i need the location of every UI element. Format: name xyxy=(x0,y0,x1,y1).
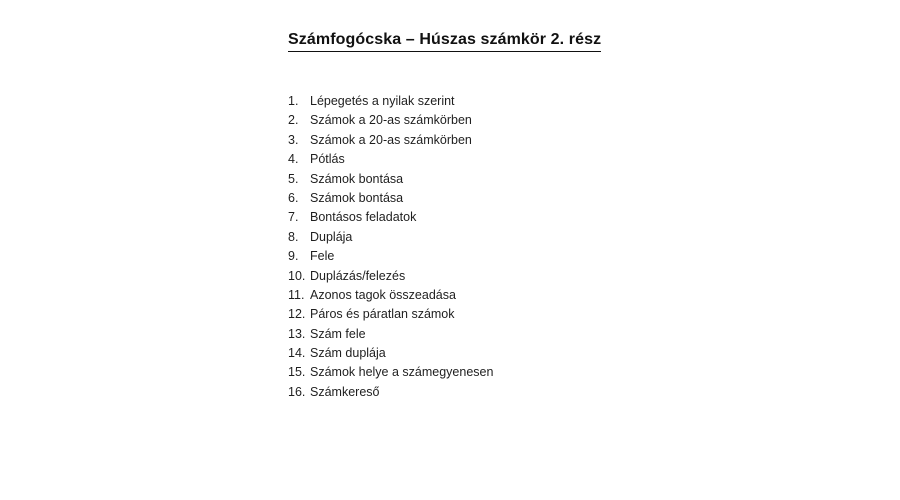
toc-item-16 xyxy=(288,385,493,404)
toc-item-number: 15. xyxy=(288,365,306,380)
page-title: Számfogócska – Húszas számkör 2. rész xyxy=(288,31,601,52)
toc-item-number: 3. xyxy=(288,132,299,147)
toc-item-15 xyxy=(288,365,493,384)
toc-item-11 xyxy=(288,288,493,307)
toc-item-label: Azonos tagok összeadása xyxy=(310,287,456,302)
toc-item-number: 11. xyxy=(288,287,305,302)
toc-item-label: Számkereső xyxy=(310,384,380,399)
toc-item-label: Számok bontása xyxy=(310,171,404,186)
toc-item-9 xyxy=(288,249,493,268)
toc-item-2 xyxy=(288,113,493,132)
toc-item-label: Pótlás xyxy=(310,152,345,167)
toc-item-1 xyxy=(288,94,493,113)
toc-item-12 xyxy=(288,307,493,326)
toc-item-number: 7. xyxy=(288,210,299,225)
toc-item-number: 4. xyxy=(288,152,299,167)
toc-item-label: Duplája xyxy=(310,229,353,244)
toc-item-5 xyxy=(288,172,493,191)
toc-item-number: 2. xyxy=(288,113,299,128)
toc-item-6 xyxy=(288,191,493,210)
toc-item-label: Számok helye a számegyenesen xyxy=(310,365,494,380)
toc-item-3 xyxy=(288,133,493,152)
toc-item-label: Számok a 20-as számkörben xyxy=(310,113,472,128)
toc-item-number: 10. xyxy=(288,268,306,283)
toc-item-8 xyxy=(288,230,493,249)
toc-item-number: 6. xyxy=(288,190,299,205)
toc-item-label: Duplázás/felezés xyxy=(310,268,406,283)
toc-item-10 xyxy=(288,269,493,288)
toc-item-number: 5. xyxy=(288,171,299,186)
table-of-contents xyxy=(288,94,493,404)
toc-item-number: 16. xyxy=(288,384,306,399)
toc-item-13 xyxy=(288,327,493,346)
toc-item-number: 8. xyxy=(288,229,299,244)
toc-item-label: Számok a 20-as számkörben xyxy=(310,132,472,147)
toc-item-label: Lépegetés a nyilak szerint xyxy=(310,94,455,108)
toc-item-label: Bontásos feladatok xyxy=(310,210,417,225)
toc-item-number: 9. xyxy=(288,249,299,264)
toc-item-number: 1. xyxy=(288,94,299,108)
toc-item-number: 14. xyxy=(288,346,306,361)
toc-item-label: Páros és páratlan számok xyxy=(310,307,455,322)
toc-item-label: Szám fele xyxy=(310,326,366,341)
toc-item-7 xyxy=(288,210,493,229)
toc-item-number: 13. xyxy=(288,326,306,341)
toc-item-label: Szám duplája xyxy=(310,346,386,361)
toc-item-14 xyxy=(288,346,493,365)
toc-item-number: 12. xyxy=(288,307,306,322)
toc-item-label: Fele xyxy=(310,249,335,264)
toc-item-4 xyxy=(288,152,493,171)
toc-item-label: Számok bontása xyxy=(310,190,404,205)
